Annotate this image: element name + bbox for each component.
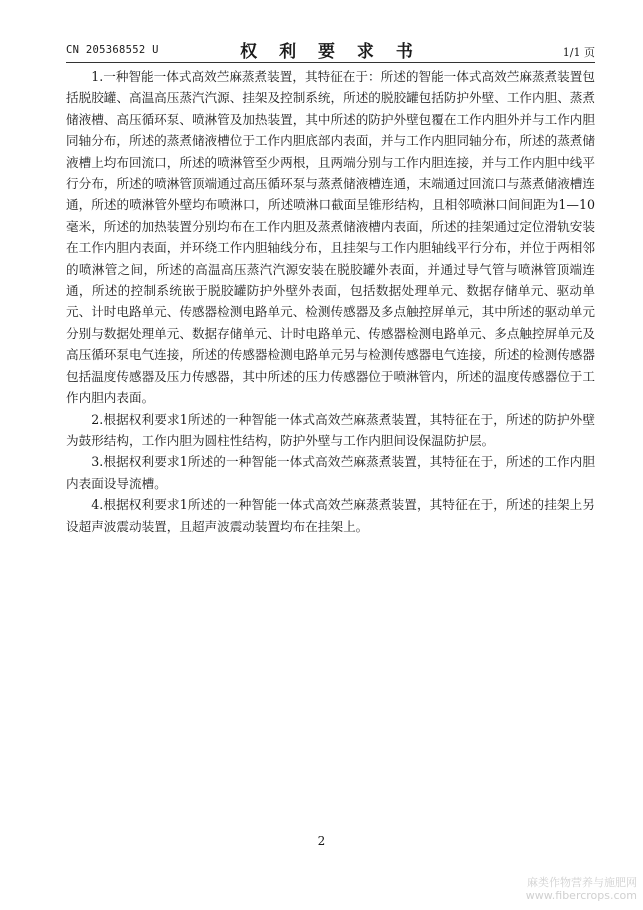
page-indicator: 1/1 页: [562, 46, 595, 59]
header-rule: [66, 62, 595, 63]
claim-4: 4.根据权利要求1所述的一种智能一体式高效苎麻蒸煮装置，其特征在于，所述的挂架上另设超声波震动装置，且超声波震动装置均布在挂架上。: [66, 497, 595, 534]
claim-3: 3.根据权利要求1所述的一种智能一体式高效苎麻蒸煮装置，其特征在于，所述的工作内胆内表面设导流槽。: [66, 454, 595, 491]
watermark-url: www.fibercrops.com: [525, 889, 637, 902]
watermark: [526, 876, 637, 902]
claims-body: [66, 66, 595, 537]
patent-number: CN 205368552 U: [66, 44, 159, 56]
document-title: 权 利 要 求 书: [240, 42, 421, 62]
watermark-site-name: 麻类作物营养与施肥网: [527, 876, 637, 889]
claim-1: 1.一种智能一体式高效苎麻蒸煮装置，其特征在于：所述的智能一体式高效苎麻蒸煮装置包括脱胶罐、高温高压蒸汽汽源、挂架及控制系统，所述的脱胶罐包括防护外壁、工作内胆、蒸煮储液槽、高压循环泵、喷淋管及加热装置，其中所述的防护外壁包覆在工作内胆外并与工作内胆同轴分布，所述的蒸煮储液槽位于工作内胆底部内表面，并与工作内胆同轴分布，所述的蒸煮储液槽上均布回流口，所述的喷淋管至少两根，且两端分别与工作内胆连接，并与工作内胆中线平行分布，所述的喷淋管顶端通过高压循环泵与蒸煮储液槽连通，末端通过回流口与蒸煮储液槽连通，所述的喷淋管外壁均布喷淋口，所述喷淋口截面呈锥形结构，且相邻喷淋口间间距为1—10毫米，所述的加热装置分别均布在工作内胆及蒸煮储液槽内表面，所述的挂架通过定位滑轨安装在工作内胆内表面，并环绕工作内胆轴线分布，且挂架与工作内胆轴线平行分布，并位于两相邻的喷淋管之间，所述的高温高压蒸汽汽源安装在脱胶罐外表面，并通过导气管与喷淋管顶端连通，所述的控制系统嵌于脱胶罐防护外壁外表面，包括数据处理单元、数据存储单元、驱动单元、计时电路单元、传感器检测电路单元、检测传感器及多点触控屏单元，其中所述的驱动单元分别与数据处理单元、数据存储单元、计时电路单元、传感器检测电路单元、多点触控屏单元及高压循环泵电气连接，所述的传感器检测电路单元另与检测传感器电气连接，所述的检测传感器包括温度传感器及压力传感器，其中所述的压力传感器位于喷淋管内，所述的温度传感器位于工作内胆内表面。: [66, 69, 595, 406]
document-header: [66, 40, 595, 60]
claim-2: 2.根据权利要求1所述的一种智能一体式高效苎麻蒸煮装置，其特征在于，所述的防护外壁为鼓形结构，工作内胆为圆柱性结构，防护外壁与工作内胆间设保温防护层。: [66, 411, 595, 448]
page-number: 2: [317, 834, 326, 848]
